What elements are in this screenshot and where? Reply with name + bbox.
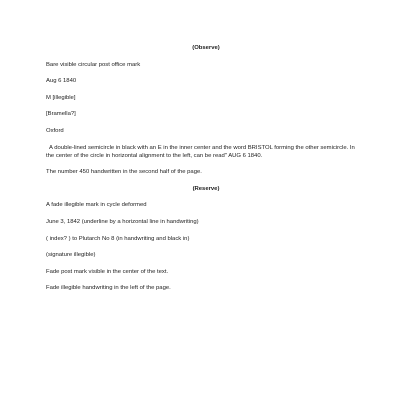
reserve-line-4: (signature illegible) bbox=[46, 252, 96, 259]
reserve-heading: (Reserve) bbox=[192, 185, 220, 192]
reserve-line-1: A fade illegible mark in cycle deformed bbox=[46, 202, 147, 209]
reserve-line-3: ( index? ) to Plutarch No 8 (in handwriting and black in) bbox=[46, 235, 190, 242]
observe-line-2: Aug 6 1840 bbox=[46, 78, 77, 85]
observe-line-5: Oxford bbox=[46, 127, 64, 134]
observe-line-3: M [illegible] bbox=[46, 94, 76, 101]
observe-line-4: [Bramella?] bbox=[46, 111, 76, 118]
observe-heading: (Observe) bbox=[192, 45, 220, 51]
reserve-line-2: June 3, 1842 (underline by a horizontal line in handwriting) bbox=[46, 218, 199, 225]
observe-line-7: The number 450 handwritten in the second half of the page. bbox=[46, 169, 202, 176]
document-content bbox=[46, 44, 366, 301]
observe-line-1: Bare visible circular post office mark bbox=[46, 61, 141, 68]
reserve-line-5: Fade post mark visible in the center of the text. bbox=[46, 268, 169, 275]
observe-line-6: A double-lined semicircle in black with an E in the inner center and the word BRISTOL forming the other semicircle. In the center of the circle in horizontal alignment to the left, can be read" AUG 6 1840. bbox=[46, 144, 355, 159]
reserve-line-6: Fade illegible handwriting in the left of the page. bbox=[46, 285, 171, 292]
